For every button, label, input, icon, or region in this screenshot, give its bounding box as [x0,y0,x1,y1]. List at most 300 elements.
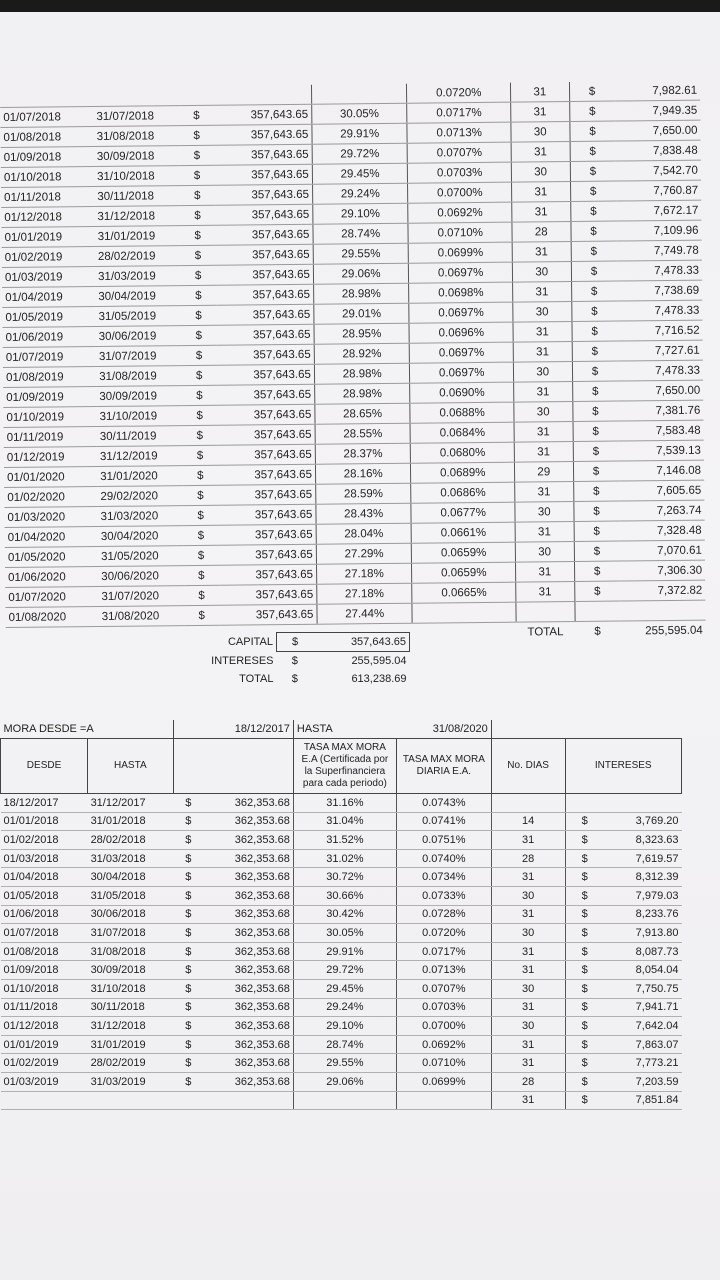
currency-cell: $ [173,905,203,924]
days-cell: 31 [515,482,574,503]
desde-cell: 01/09/2018 [1,961,88,980]
table-row [1,831,682,850]
annual-rate-cell: 31.04% [293,812,396,831]
daily-rate-cell: 0.0717% [396,942,491,961]
interest-cell: 7,203.59 [604,1072,682,1091]
interest-cell: 7,750.75 [604,979,682,998]
capital-cell: 357,643.65 [219,584,317,605]
total-currency: $ [594,625,601,638]
hasta-cell: 31/12/2018 [94,206,180,227]
annual-rate-cell: 28.98% [314,363,410,384]
currency-cell: $ [173,886,203,905]
interest-cell: 7,542.70 [615,160,701,181]
hasta-cell [88,1091,174,1110]
currency-cell: $ [565,1035,604,1054]
hasta-cell: 31/12/2019 [97,446,183,467]
currency-cell: $ [173,849,203,868]
capital-cell: 357,643.65 [218,444,316,465]
summary-row [200,652,410,671]
capital-cell: 357,643.65 [216,284,314,305]
currency-cell: $ [572,381,618,401]
hasta-cell: 31/03/2019 [88,1072,174,1091]
interest-cell: 7,672.17 [616,200,702,221]
interest-cell: 7,913.80 [604,924,682,943]
interest-table-2018-2020 [0,81,706,647]
currency-cell: $ [569,82,615,102]
currency-cell: $ [173,1072,203,1091]
days-cell: 28 [491,849,565,868]
annual-rate-cell: 29.55% [313,243,409,264]
daily-rate-cell: 0.0733% [396,886,491,905]
daily-rate-cell: 0.0700% [396,1017,491,1036]
desde-cell: 01/08/2020 [5,606,98,627]
interest-cell: 7,838.48 [615,140,701,161]
capital-cell: 357,643.65 [215,164,313,185]
annual-rate-cell: 28.59% [316,483,412,504]
capital-cell: 357,643.65 [218,464,316,485]
daily-rate-cell [412,602,516,623]
currency-cell: $ [183,525,219,545]
hasta-cell: 30/09/2018 [88,961,174,980]
interest-cell: 7,263.74 [619,500,705,521]
currency-cell [179,86,215,106]
annual-rate-cell: 30.05% [312,103,408,124]
desde-cell: 01/02/2019 [2,247,95,268]
currency-cell: $ [565,924,604,943]
annual-rate-cell: 29.45% [312,163,408,184]
currency-cell: $ [180,225,216,245]
hasta-cell: 31/10/2018 [94,166,180,187]
summary-label: CAPITAL [227,636,273,648]
interest-cell: 7,583.48 [618,420,704,441]
annual-rate-cell: 28.95% [314,323,410,344]
currency-cell: $ [571,301,617,321]
interest-cell [604,794,682,813]
desde-cell: 01/02/2020 [4,487,97,508]
interest-cell: 7,539.13 [618,440,704,461]
interest-cell: 7,773.21 [604,1054,682,1073]
daily-rate-cell: 0.0710% [408,222,512,243]
table-row [1,794,682,813]
currency-cell: $ [180,185,216,205]
desde-cell: 18/12/2017 [1,794,88,813]
table-row [1,1035,682,1054]
interest-cell: 7,605.65 [619,480,705,501]
header-hasta: HASTA [88,739,174,794]
capital-cell: 357,643.65 [218,524,316,545]
days-cell: 29 [514,462,573,483]
daily-rate-cell: 0.0690% [410,382,514,403]
table-row [1,849,682,868]
days-cell: 30 [491,924,565,943]
total-value: 255,595.04 [645,624,703,637]
top-edge-shadow [0,0,720,12]
currency-cell: $ [565,886,604,905]
desde-cell: 01/01/2019 [1,227,94,248]
days-cell: 31 [512,202,571,223]
daily-rate-cell: 0.0713% [407,122,511,143]
currency-cell: $ [570,221,616,241]
summary-label: INTERESES [211,654,274,667]
days-cell: 31 [491,905,565,924]
desde-cell: 01/07/2018 [1,924,88,943]
currency-cell: $ [572,361,618,381]
days-cell: 30 [514,402,573,423]
hasta-cell: 30/04/2020 [98,526,184,547]
hasta-cell [93,86,179,106]
currency-cell: $ [183,505,219,525]
interest-cell: 7,070.61 [619,540,705,561]
interest-cell: 7,760.87 [616,180,702,201]
desde-cell: 01/01/2020 [4,467,97,488]
daily-rate-cell: 0.0697% [409,302,513,323]
currency-cell: $ [179,165,215,185]
currency-cell: $ [183,545,219,565]
annual-rate-cell: 31.16% [293,794,396,813]
hasta-cell: 31/08/2018 [88,942,174,961]
currency-cell: $ [173,1035,203,1054]
annual-rate-cell: 30.05% [293,924,396,943]
hasta-cell: 28/02/2018 [88,831,174,850]
desde-cell: 01/12/2018 [1,1017,88,1036]
desde-cell: 01/11/2019 [4,427,97,448]
annual-rate-cell: 28.04% [316,523,412,544]
desde-cell: 01/04/2020 [5,527,98,548]
header-tasa-max-mora: TASA MAX MORA E.A (Certificada por la Superfinanciera para cada periodo) [293,739,396,794]
currency-cell: $ [183,485,219,505]
currency-cell: $ [179,125,215,145]
desde-cell: 01/07/2019 [3,347,96,368]
interest-cell: 7,851.84 [604,1091,682,1110]
desde-cell: 01/05/2020 [5,546,98,567]
capital-cell: 362,353.68 [204,1035,294,1054]
days-cell: 31 [515,562,574,583]
currency-cell: $ [173,1017,203,1036]
capital-cell: 357,643.65 [219,564,317,585]
desde-cell: 01/12/2018 [1,207,94,228]
hasta-cell: 31/03/2019 [95,266,181,287]
table-row [1,868,682,887]
daily-rate-cell: 0.0720% [407,83,511,104]
currency-cell: $ [565,905,604,924]
daily-rate-cell: 0.0697% [409,262,513,283]
capital-cell: 362,353.68 [204,942,294,961]
interest-cell: 3,769.20 [604,812,682,831]
mora-hasta-label: HASTA [293,720,396,739]
currency-cell: $ [173,924,203,943]
annual-rate-cell: 28.37% [315,443,411,464]
summary-currency: $ [291,655,298,667]
daily-rate-cell: 0.0659% [412,542,516,563]
desde-cell: 01/08/2018 [0,127,93,148]
annual-rate-cell: 29.45% [293,979,396,998]
desde-cell: 01/10/2018 [1,979,88,998]
daily-rate-cell: 0.0692% [408,202,512,223]
currency-cell: $ [569,121,615,141]
summary-block [200,632,410,688]
days-cell: 31 [511,142,570,163]
days-cell: 31 [511,102,570,123]
interest-cell: 7,650.00 [618,380,704,401]
mora-to-date: 31/08/2020 [396,720,491,739]
days-cell: 31 [515,522,574,543]
days-cell: 31 [491,1035,565,1054]
annual-rate-cell: 27.18% [317,583,413,604]
currency-cell: $ [173,794,203,813]
daily-rate-cell: 0.0688% [410,402,514,423]
desde-cell: 01/06/2020 [5,566,98,587]
days-cell [491,794,565,813]
desde-cell: 01/01/2018 [1,812,88,831]
currency-cell: $ [181,365,217,385]
days-cell: 30 [491,1017,565,1036]
capital-cell: 357,643.65 [217,424,315,445]
desde-cell: 01/06/2019 [3,327,96,348]
summary-row [200,670,410,688]
summary-label: TOTAL [239,673,274,685]
total-label: TOTAL [527,625,564,639]
interest-cell: 7,982.61 [615,81,701,101]
currency-cell: $ [571,261,617,281]
table-row [1,1054,682,1073]
annual-rate-cell: 29.55% [293,1054,396,1073]
currency-cell: $ [565,1091,604,1110]
capital-cell: 357,643.65 [214,124,312,145]
hasta-cell: 30/06/2020 [98,566,184,587]
interest-cell: 7,619.57 [604,849,682,868]
days-cell: 30 [511,162,570,183]
annual-rate-cell: 31.52% [293,831,396,850]
daily-rate-cell: 0.0743% [396,794,491,813]
currency-cell: $ [182,425,218,445]
days-cell: 31 [513,322,572,343]
daily-rate-cell: 0.0665% [412,582,516,603]
capital-cell: 357,643.65 [218,504,316,525]
desde-cell: 01/09/2019 [3,387,96,408]
currency-cell: $ [181,305,217,325]
hasta-cell: 31/03/2020 [98,506,184,527]
interest-cell: 8,087.73 [604,942,682,961]
currency-cell: $ [173,961,203,980]
summary-value: 613,238.69 [351,673,407,685]
table-row [1,886,682,905]
hasta-cell: 30/06/2018 [88,905,174,924]
capital-cell: 362,353.68 [204,961,294,980]
interest-table-2017-2019 [0,720,682,1110]
daily-rate-cell: 0.0713% [396,961,491,980]
desde-cell: 01/08/2018 [1,942,88,961]
capital-cell: 357,643.65 [216,324,314,345]
capital-cell: 362,353.68 [204,831,294,850]
days-cell: 31 [510,82,569,102]
days-cell: 30 [513,362,572,383]
capital-cell: 362,353.68 [204,905,294,924]
currency-cell: $ [565,979,604,998]
currency-cell: $ [572,401,618,421]
currency-cell: $ [565,849,604,868]
hasta-cell: 28/02/2019 [95,246,181,267]
desde-cell: 01/06/2018 [1,905,88,924]
hasta-cell: 31/08/2018 [94,126,180,147]
currency-cell: $ [173,868,203,887]
currency-cell: $ [173,1054,203,1073]
days-cell: 30 [515,542,574,563]
desde-cell: 01/08/2019 [3,367,96,388]
hasta-cell: 31/07/2020 [98,586,184,607]
currency-cell: $ [182,385,218,405]
daily-rate-cell: 0.0684% [410,422,514,443]
currency-cell [574,601,620,621]
hasta-cell: 31/12/2018 [88,1017,174,1036]
desde-cell [0,87,93,107]
header-intereses: INTERESES [565,739,681,794]
summary-row [200,633,410,652]
summary-value: 255,595.04 [351,655,407,667]
hasta-cell: 30/06/2019 [96,326,182,347]
header-desde: DESDE [1,739,88,794]
currency-cell: $ [573,461,619,481]
annual-rate-cell: 29.91% [293,942,396,961]
daily-rate-cell: 0.0686% [411,482,515,503]
interest-cell: 7,478.33 [616,260,702,281]
hasta-cell: 31/01/2019 [95,226,181,247]
capital-cell: 362,353.68 [204,812,294,831]
hasta-cell: 31/01/2020 [97,466,183,487]
days-cell: 30 [491,886,565,905]
daily-rate-cell: 0.0751% [396,831,491,850]
interest-cell: 7,109.96 [616,220,702,241]
hasta-cell: 31/03/2018 [88,849,174,868]
daily-rate-cell: 0.0734% [396,868,491,887]
hasta-cell: 31/08/2019 [96,366,182,387]
interest-cell: 7,738.69 [617,280,703,301]
capital-cell: 357,643.65 [217,364,315,385]
interest-cell: 7,949.35 [615,100,701,121]
days-cell: 31 [491,831,565,850]
desde-cell: 01/12/2019 [4,447,97,468]
currency-cell: $ [571,321,617,341]
currency-cell: $ [173,942,203,961]
capital-cell: 357,643.65 [215,184,313,205]
currency-cell: $ [565,1017,604,1036]
currency-cell [173,1091,203,1110]
capital-cell: 357,643.65 [217,384,315,405]
daily-rate-cell: 0.0692% [396,1035,491,1054]
capital-cell: 362,353.68 [204,1017,294,1036]
currency-cell: $ [182,405,218,425]
annual-rate-cell: 27.44% [317,603,413,624]
interest-cell: 8,312.39 [604,868,682,887]
daily-rate-cell: 0.0720% [396,924,491,943]
summary-currency: $ [291,673,298,685]
currency-cell: $ [565,831,604,850]
daily-rate-cell: 0.0677% [411,502,515,523]
interest-cell: 7,381.76 [618,400,704,421]
annual-rate-cell [311,84,407,104]
hasta-cell: 31/01/2019 [88,1035,174,1054]
annual-rate-cell: 28.65% [315,403,411,424]
annual-rate-cell: 29.24% [312,183,408,204]
currency-cell: $ [573,441,619,461]
days-cell: 31 [514,442,573,463]
paper-sheet [0,12,720,1280]
capital-cell: 357,643.65 [216,244,314,265]
header-dias: No. DIAS [491,739,565,794]
annual-rate-cell [293,1091,396,1110]
table-row [1,1091,682,1110]
desde-cell: 01/02/2018 [1,831,88,850]
days-cell: 31 [491,1091,565,1110]
daily-rate-cell: 0.0680% [411,442,515,463]
hasta-cell: 30/11/2019 [97,426,183,447]
currency-cell: $ [573,421,619,441]
currency-cell: $ [173,998,203,1017]
currency-cell: $ [565,1072,604,1091]
currency-cell: $ [180,265,216,285]
hasta-cell: 31/07/2018 [93,106,179,127]
interest-cell: 7,328.48 [619,520,705,541]
daily-rate-cell: 0.0710% [396,1054,491,1073]
currency-cell: $ [173,812,203,831]
days-cell: 30 [515,502,574,523]
daily-rate-cell: 0.0699% [396,1072,491,1091]
interest-cell: 7,146.08 [619,460,705,481]
currency-cell [565,794,604,813]
daily-rate-cell: 0.0659% [412,562,516,583]
hasta-cell: 31/08/2020 [99,606,185,627]
currency-cell: $ [565,812,604,831]
mora-from-date: 18/12/2017 [173,720,293,739]
daily-rate-cell: 0.0699% [409,242,513,263]
currency-cell: $ [181,345,217,365]
currency-cell: $ [565,1054,604,1073]
days-cell: 30 [513,302,572,323]
hasta-cell: 30/11/2018 [94,186,180,207]
interest-cell: 8,323.63 [604,831,682,850]
hasta-cell: 29/02/2020 [97,486,183,507]
daily-rate-cell: 0.0728% [396,905,491,924]
days-cell: 30 [512,262,571,283]
currency-cell: $ [574,541,620,561]
interest-cell: 7,979.03 [604,886,682,905]
capital-cell: 362,353.68 [204,868,294,887]
desde-cell: 01/11/2018 [1,187,94,208]
interest-cell: 7,727.61 [617,340,703,361]
days-cell: 31 [514,382,573,403]
capital-cell: 357,643.65 [216,264,314,285]
capital-cell: 357,643.65 [217,404,315,425]
currency-cell: $ [574,521,620,541]
daily-rate-cell: 0.0700% [408,182,512,203]
annual-rate-cell: 28.55% [315,423,411,444]
hasta-cell: 31/07/2018 [88,924,174,943]
interest-cell: 7,642.04 [604,1017,682,1036]
mora-desde-label: MORA DESDE =A [1,720,174,739]
capital-cell: 362,353.68 [204,849,294,868]
daily-rate-cell: 0.0661% [412,522,516,543]
capital-cell: 357,643.65 [214,104,312,125]
annual-rate-cell: 28.98% [314,383,410,404]
hasta-cell: 31/10/2018 [88,979,174,998]
currency-cell: $ [184,605,220,625]
currency-cell: $ [574,581,620,601]
days-cell: 31 [491,961,565,980]
currency-cell: $ [565,998,604,1017]
currency-cell: $ [173,979,203,998]
interest-cell [620,600,706,621]
currency-cell: $ [184,585,220,605]
annual-rate-cell: 28.74% [313,223,409,244]
